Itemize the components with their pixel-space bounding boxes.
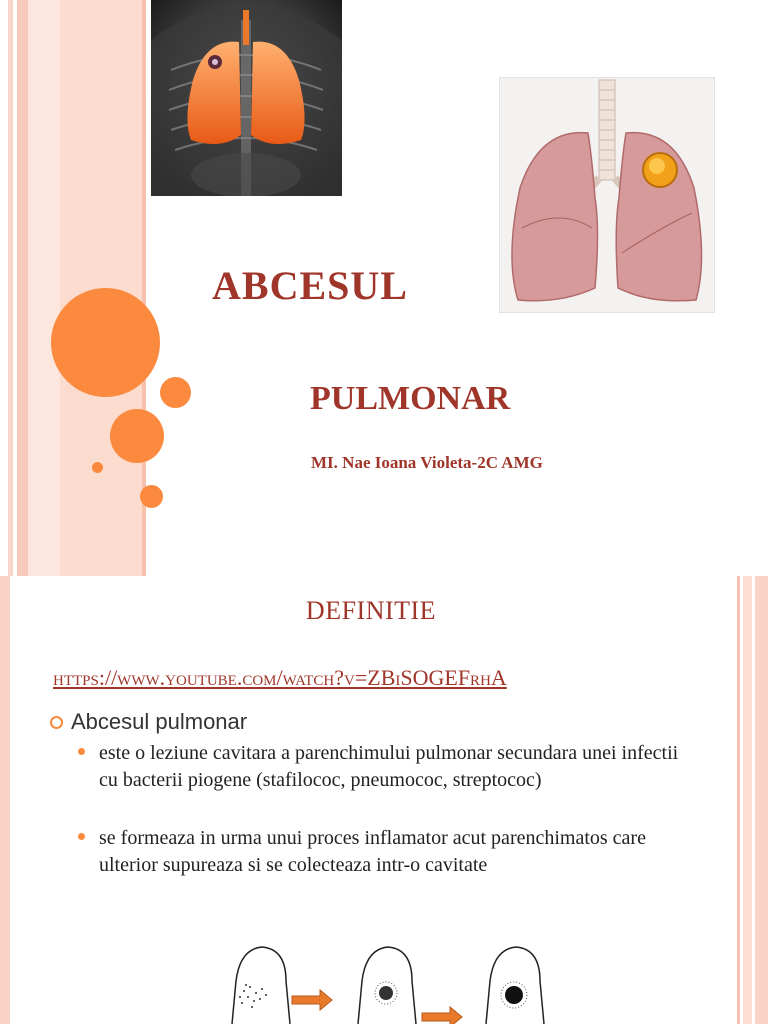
decorative-circle-tiny — [92, 462, 103, 473]
decorative-circle-large — [51, 288, 160, 397]
main-bullet — [50, 709, 247, 735]
sub-bullet-text: este o leziune cavitara a parenchimului pulmonar secundara unei infectii cu bacterii piogene (stafilococ, pneumococ, streptococ) — [99, 742, 679, 791]
youtube-link[interactable]: https://www.youtube.com/watch?v=ZBiSOGEFrhA — [53, 665, 507, 690]
definition-slide — [0, 576, 768, 1024]
decorative-left-bar — [0, 576, 10, 1024]
section-title: DEFINITIE — [305, 596, 437, 625]
decorative-stripes — [0, 0, 150, 576]
decorative-right-stripes — [734, 576, 768, 1024]
slide-title: ABCESUL — [212, 263, 408, 308]
sub-bullet-text: se formeaza in urma unui proces inflamator acut parenchimatos care ulterior supureaza si se colecteaza intr-o cavitate — [99, 827, 646, 876]
decorative-circle-small-2 — [140, 485, 163, 508]
sub-bullet — [78, 825, 689, 879]
sub-bullet — [78, 740, 689, 794]
chest-lungs-image — [151, 0, 342, 196]
decorative-circle-small — [160, 377, 191, 408]
bullet-dot-icon — [78, 833, 85, 840]
decorative-circle-medium — [110, 409, 164, 463]
main-bullet-text: Abcesul pulmonar — [71, 709, 248, 734]
slide-author: MI. Nae Ioana Violeta-2C AMG — [311, 453, 543, 472]
abscess-progression-diagram — [200, 941, 590, 1024]
bullet-dot-icon — [78, 748, 85, 755]
slide-subtitle: PULMONAR — [310, 380, 511, 417]
lungs-illustration — [499, 77, 715, 313]
bullet-ring-icon — [50, 716, 63, 729]
